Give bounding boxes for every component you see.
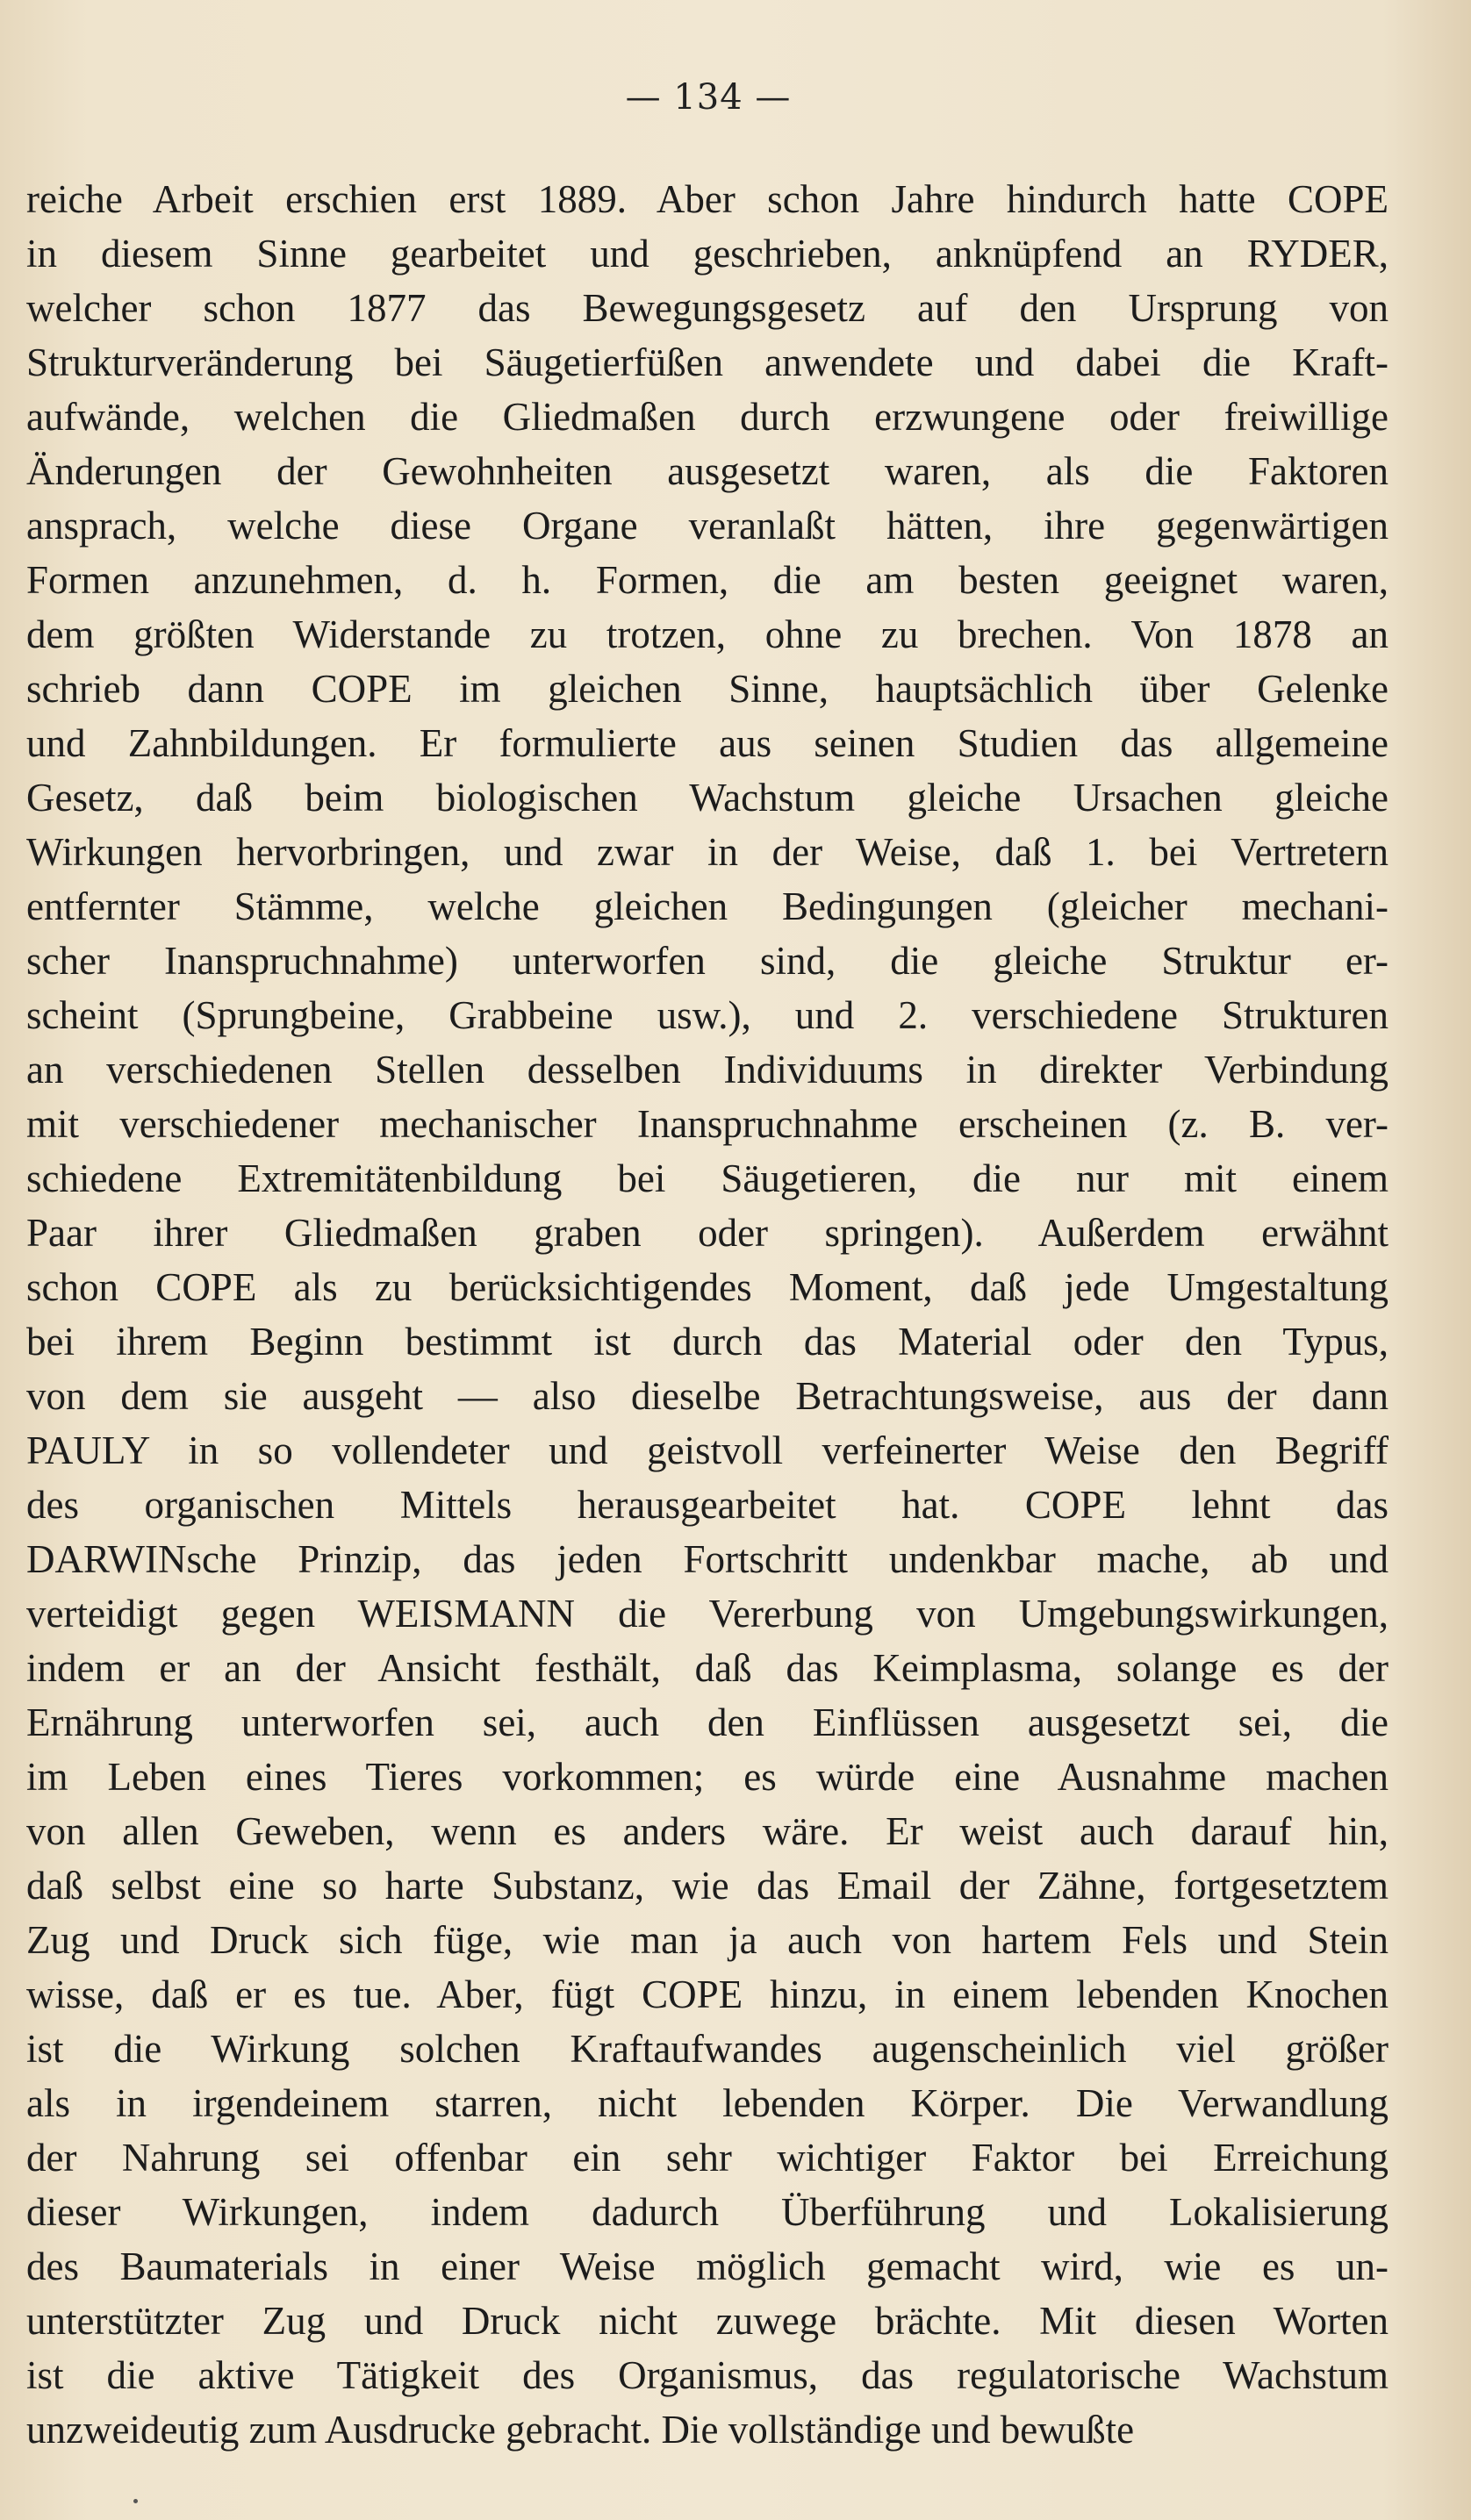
text-line: von dem sie ausgeht — also dieselbe Betrachtungsweise, aus der dann [26,1374,1388,1418]
text-line: dieser Wirkungen, indem dadurch Überführung und Lokalisierung [26,2190,1388,2234]
text-line: des Baumaterials in einer Weise möglich gemacht wird, wie es un- [26,2244,1388,2288]
text-line: unzweideutig zum Ausdrucke gebracht. Die vollständige und bewußte [26,2408,1135,2452]
text-line: Wirkungen hervorbringen, und zwar in der Weise, daß 1. bei Vertretern [26,830,1388,874]
text-line: an verschiedenen Stellen desselben Individuums in direkter Verbindung [26,1048,1388,1092]
body-text [26,172,1388,2457]
text-line: Gesetz, daß beim biologischen Wachstum gleiche Ursachen gleiche [26,776,1388,820]
text-line: des organischen Mittels herausgearbeitet hat. COPE lehnt das [26,1483,1388,1527]
text-line: schrieb dann COPE im gleichen Sinne, hauptsächlich über Gelenke [26,667,1388,711]
text-line: von allen Geweben, wenn es anders wäre. Er weist auch darauf hin, [26,1809,1388,1853]
text-line: wisse, daß er es tue. Aber, fügt COPE hinzu, in einem lebenden Knochen [26,1972,1388,2016]
text-line: Strukturveränderung bei Säugetierfüßen anwendete und dabei die Kraft- [26,340,1388,384]
text-line: indem er an der Ansicht festhält, daß das Keimplasma, solange es der [26,1646,1388,1690]
text-line: reiche Arbeit erschien erst 1889. Aber schon Jahre hindurch hatte COPE [26,177,1388,221]
text-line: ist die Wirkung solchen Kraftaufwandes augenscheinlich viel größer [26,2027,1388,2071]
text-line: und Zahnbildungen. Er formulierte aus seinen Studien das allgemeine [26,721,1388,765]
text-line: der Nahrung sei offenbar ein sehr wichtiger Faktor bei Erreichung [26,2136,1388,2180]
text-line: verteidigt gegen WEISMANN die Vererbung von Umgebungswirkungen, [26,1592,1388,1636]
text-line: aufwände, welchen die Gliedmaßen durch erzwungene oder freiwillige [26,395,1388,439]
text-line: Paar ihrer Gliedmaßen graben oder springen). Außerdem erwähnt [26,1211,1388,1255]
text-line: schon COPE als zu berücksichtigendes Moment, daß jede Umgestaltung [26,1265,1388,1309]
text-line: scheint (Sprungbeine, Grabbeine usw.), und 2. verschiedene Strukturen [26,993,1388,1037]
text-line: unterstützter Zug und Druck nicht zuwege brächte. Mit diesen Worten [26,2299,1388,2343]
text-line: bei ihrem Beginn bestimmt ist durch das Material oder den Typus, [26,1320,1388,1364]
text-line: Ernährung unterworfen sei, auch den Einflüssen ausgesetzt sei, die [26,1700,1388,1744]
text-line: in diesem Sinne gearbeitet und geschrieben, anknüpfend an RYDER, [26,232,1388,276]
text-line: daß selbst eine so harte Substanz, wie das Email der Zähne, fortgesetztem [26,1864,1388,1908]
text-line: mit verschiedener mechanischer Inanspruchnahme erscheinen (z. B. ver- [26,1102,1388,1146]
text-line: ansprach, welche diese Organe veranlaßt hätten, ihre gegenwärtigen [26,504,1388,548]
text-line: im Leben eines Tieres vorkommen; es würde eine Ausnahme machen [26,1755,1388,1799]
text-line: DARWINsche Prinzip, das jeden Fortschritt undenkbar mache, ab und [26,1537,1388,1581]
text-line: schiedene Extremitätenbildung bei Säugetieren, die nur mit einem [26,1156,1388,1200]
text-line: PAULY in so vollendeter und geistvoll verfeinerter Weise den Begriff [26,1428,1388,1472]
text-line: Änderungen der Gewohnheiten ausgesetzt waren, als die Faktoren [26,449,1388,493]
text-line: dem größten Widerstande zu trotzen, ohne zu brechen. Von 1878 an [26,612,1388,656]
page-number: — 134 — [625,77,792,118]
text-line: Formen anzunehmen, d. h. Formen, die am besten geeignet waren, [26,558,1388,602]
text-line: welcher schon 1877 das Bewegungsgesetz auf den Ursprung von [26,286,1388,330]
text-line: Zug und Druck sich füge, wie man ja auch von hartem Fels und Stein [26,1918,1388,1962]
text-line: als in irgendeinem starren, nicht lebenden Körper. Die Verwandlung [26,2081,1388,2125]
text-line: entfernter Stämme, welche gleichen Bedingungen (gleicher mechani- [26,884,1388,928]
text-line: ist die aktive Tätigkeit des Organismus, das regulatorische Wachstum [26,2353,1388,2397]
text-line: scher Inanspruchnahme) unterworfen sind, die gleiche Struktur er- [26,939,1388,983]
margin-dot [133,2499,138,2503]
